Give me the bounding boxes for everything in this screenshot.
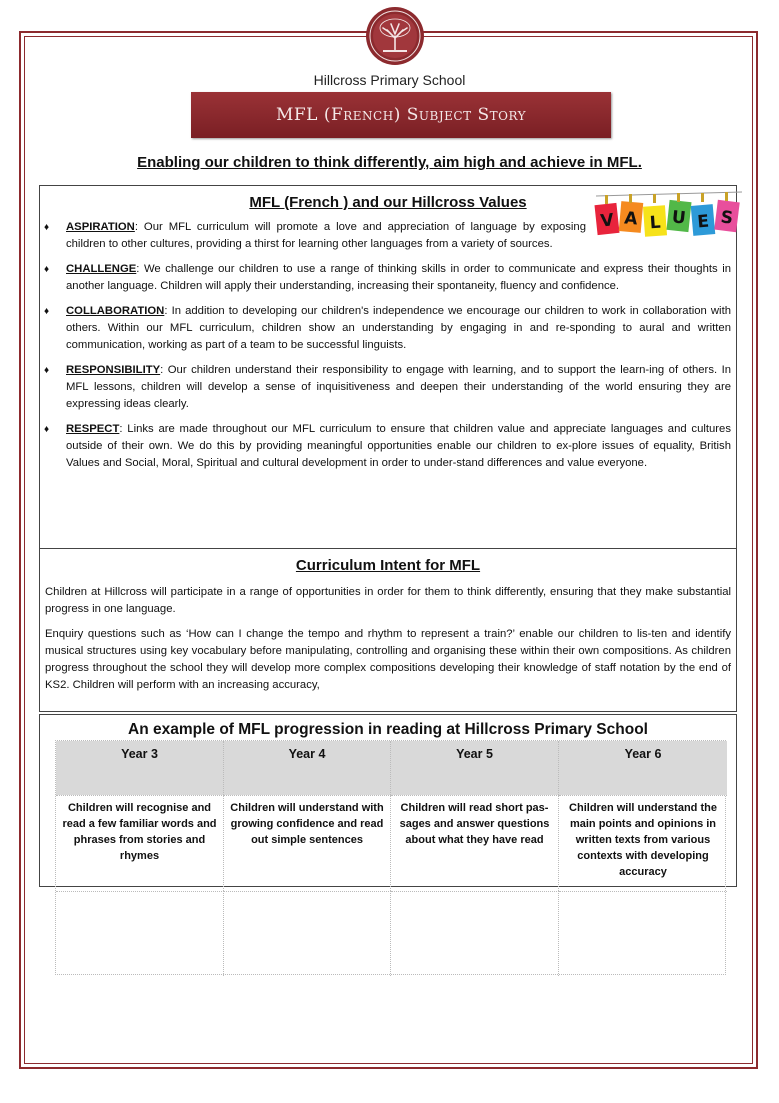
value-item-respect: ♦ RESPECT: Links are made throughout our MFL curriculum to ensure that children value and appreciate languages and cultures outside of their own. We do this by providing meaningful opportunities enable our children to ex-plore issues of equality, British Values and Social, Moral, Spiritual and cultural development in order to under-stand differences and value everyone. [44, 423, 731, 469]
diamond-bullet-icon: ♦ [44, 424, 50, 435]
school-name: Hillcross Primary School [313, 72, 466, 88]
intent-heading: Curriculum Intent for MFL [295, 557, 481, 574]
value-text: In addition to developing our children's independence we encourage our children to work in collaboration with others. Within our MFL curriculum, children show an understanding by engaging in and re-sponding to aural and written communication, working as part of a team to be successful linguists. [66, 305, 731, 351]
value-term: ASPIRATION [66, 221, 135, 233]
svg-text:A: A [623, 208, 639, 230]
progression-title: An example of MFL progression in reading at Hillcross Primary School [128, 721, 648, 738]
table-cell-year-4: Children will understand with growing confidence and read out simple sentences [224, 795, 391, 891]
table-empty-cell [391, 891, 559, 976]
school-logo [365, 6, 425, 66]
values-list [40, 219, 736, 472]
diamond-bullet-icon: ♦ [44, 365, 50, 376]
svg-text:L: L [649, 212, 662, 234]
svg-text:E: E [696, 211, 710, 233]
value-item-collaboration: ♦ COLLABORATION: In addition to developing our children's independence we encourage our children to work in collaboration with others. Within our MFL curriculum, children show an understanding by engaging in and re-sponding to aural and written communication, working as part of a team to be successful linguists. [44, 305, 731, 351]
value-term: RESPECT [66, 423, 120, 435]
diamond-bullet-icon: ♦ [44, 264, 50, 275]
table-header-year-6: Year 6 [559, 741, 727, 795]
intent-paragraph: Children at Hillcross will participate in a range of opportunities in order for them to think differently, ensuring that they make substantial progress in one language. [45, 586, 731, 615]
page-title: MFL (French) Subject Story [275, 105, 527, 125]
value-item-responsibility: ♦ RESPONSIBILITY: Our children understand their responsibility to engage with learning, and to support the learn-ing of others. In MFL lessons, children will develop a sense of inquisitiveness and deepen their understanding of the world ensuring they are expressing ideas clearly. [44, 364, 731, 410]
value-text: Links are made throughout our MFL curriculum to ensure that children value and appreciate languages and cultures outside of their own. We do this by providing meaningful opportunities enable our children to ex-plore issues of equality, British Values and Social, Moral, Spiritual and cultural development in order to under-stand differences and value everyone. [66, 423, 731, 469]
values-badge-image [594, 188, 744, 244]
value-text: Our children understand their responsibility to engage with learning, and to support the learn-ing of others. In MFL lessons, children will develop a sense of inquisitiveness and deepen their understanding of the world ensuring they are expressing ideas clearly. [66, 364, 731, 410]
table-header-year-4: Year 4 [224, 741, 391, 795]
table-empty-cell [559, 891, 727, 976]
table-header-year-5: Year 5 [391, 741, 559, 795]
intent-panel [39, 548, 737, 712]
diamond-bullet-icon: ♦ [44, 306, 50, 317]
value-term: CHALLENGE [66, 263, 137, 275]
value-text: We challenge our children to use a range of thinking skills in order to communicate and express their thoughts in another language. Children will apply their understanding, increasing their spontaneity, fluency and confidence. [66, 263, 731, 292]
table-empty-cell [224, 891, 391, 976]
tagline: Enabling our children to think differently, aim high and achieve in MFL. [137, 154, 642, 171]
svg-text:V: V [599, 210, 615, 232]
table-cell-year-3: Children will recognise and read a few familiar words and phrases from stories and rhymes [56, 795, 224, 891]
table-cell-year-6: Children will understand the main points and opinions in written texts from various contexts with developing accuracy [559, 795, 727, 891]
table-empty-cell [56, 891, 224, 976]
values-heading: MFL (French ) and our Hillcross Values [249, 194, 527, 211]
svg-text:S: S [719, 207, 735, 229]
value-term: COLLABORATION [66, 305, 165, 317]
table-cell-year-5: Children will read short pas-sages and answer questions about what they have read [391, 795, 559, 891]
intent-paragraph: Enquiry questions such as ‘How can I change the tempo and rhythm to represent a train?’ enable our children to lis-ten and identify musical structures using key vocabulary before manipulating, controlling and organising these within their own compositions. As children progress throughout the school they will develop more complex compositions developing their knowledge of staff notation by the end of KS2. Children will perform with an increasing accuracy, [45, 628, 731, 691]
value-term: RESPONSIBILITY [66, 364, 161, 376]
progression-table [55, 740, 726, 975]
diamond-bullet-icon: ♦ [44, 222, 50, 233]
intent-body [40, 574, 736, 694]
table-header-year-3: Year 3 [56, 741, 224, 795]
value-item-challenge: ♦ CHALLENGE: We challenge our children to use a range of thinking skills in order to communicate and express their thoughts in another language. Children will apply their understanding, increasing their spontaneity, fluency and confidence. [44, 263, 731, 292]
value-text: Our MFL curriculum will promote a love and appreciation of language by exposing children to other cultures, providing a thirst for learning other languages from a variety of sources. [66, 221, 586, 250]
value-item-aspiration: ♦ ASPIRATION: Our MFL curriculum will promote a love and appreciation of language by exposing children to other cultures, providing a thirst for learning other languages from a variety of sources. [44, 221, 586, 250]
svg-text:U: U [670, 207, 687, 229]
title-banner [191, 92, 611, 138]
